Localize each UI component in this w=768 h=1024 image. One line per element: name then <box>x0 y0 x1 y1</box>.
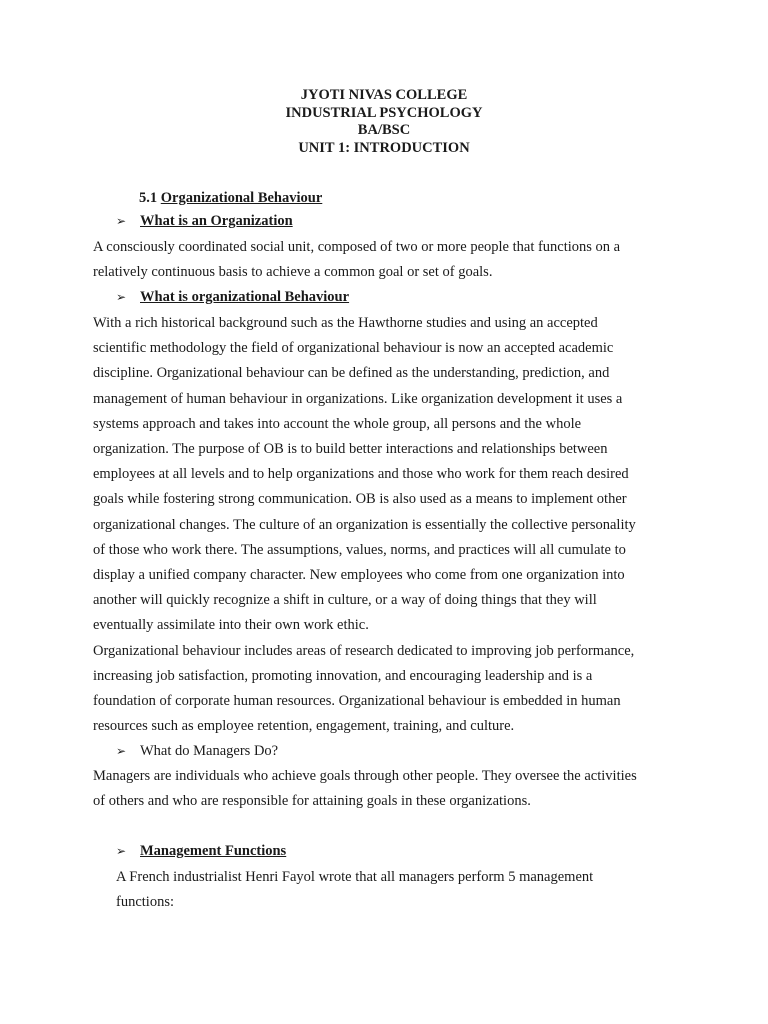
bullet-what-do-managers-do <box>116 741 278 761</box>
paragraph-line: eventually assimilate into their own work ethic. <box>93 617 369 634</box>
document-header <box>0 87 768 157</box>
paragraph-line: organization. The purpose of OB is to build better interactions and relationships between <box>93 441 608 458</box>
paragraph-line: resources such as employee retention, engagement, training, and culture. <box>93 718 515 735</box>
paragraph-org-definition <box>93 235 683 285</box>
section-number: 5.1 <box>139 190 158 206</box>
paragraph-line: relatively continuous basis to achieve a common goal or set of goals. <box>93 264 493 281</box>
bullet-label: What is an Organization <box>140 213 293 229</box>
paragraph-line: of those who work there. The assumptions, values, norms, and practices will all cumulate to <box>93 541 626 558</box>
paragraph-line: display a unified company character. New employees who come from one organization into <box>93 567 625 584</box>
paragraph-ob-definition <box>93 311 683 739</box>
paragraph-line: systems approach and takes into account the whole group, all persons and the whole <box>93 415 582 432</box>
bullet-management-functions <box>116 841 286 861</box>
paragraph-line: A French industrialist Henri Fayol wrote that all managers perform 5 management <box>116 869 594 885</box>
bullet-label: What is organizational Behaviour <box>140 289 350 305</box>
paragraph-line: goals while fostering strong communication. OB is also used as a means to implement other <box>93 491 627 508</box>
paragraph-line: of others and who are responsible for attaining goals in these organizations. <box>93 793 531 810</box>
arrow-bullet-icon: ➢ <box>116 214 127 228</box>
bullet-label: What do Managers Do? <box>140 743 279 759</box>
paragraph-line: employees at all levels and to help organizations and those who work for them reach desired <box>93 466 629 483</box>
paragraph-line: Organizational behaviour includes areas of research dedicated to improving job performance, <box>93 642 635 659</box>
paragraph-fayol <box>116 865 676 915</box>
section-heading <box>139 188 322 208</box>
paragraph-line: organizational changes. The culture of an organization is essentially the collective personality <box>93 516 636 533</box>
arrow-bullet-icon: ➢ <box>116 290 127 304</box>
bullet-what-is-ob <box>116 287 349 307</box>
unit-title: UNIT 1: INTRODUCTION <box>298 139 470 156</box>
college-name: JYOTI NIVAS COLLEGE <box>300 87 468 103</box>
arrow-bullet-icon: ➢ <box>116 744 127 758</box>
bullet-what-is-organization <box>116 211 293 231</box>
paragraph-line: functions: <box>116 894 174 911</box>
paragraph-managers <box>93 764 683 814</box>
paragraph-line: increasing job satisfaction, promoting innovation, and encouraging leadership and is a <box>93 667 593 684</box>
subject-name: INDUSTRIAL PSYCHOLOGY <box>285 104 483 121</box>
paragraph-line: Managers are individuals who achieve goals through other people. They oversee the activities <box>93 768 637 784</box>
paragraph-line: scientific methodology the field of organizational behaviour is now an accepted academic <box>93 340 614 357</box>
course-name: BA/BSC <box>357 122 411 138</box>
bullet-label: Management Functions <box>140 843 287 859</box>
paragraph-line: A consciously coordinated social unit, composed of two or more people that functions on a <box>93 239 621 255</box>
paragraph-line: With a rich historical background such as the Hawthorne studies and using an accepted <box>93 315 598 331</box>
paragraph-line: management of human behaviour in organizations. Like organization development it uses a <box>93 390 623 407</box>
paragraph-line: another will quickly recognize a shift in culture, or a way of doing things that they will <box>93 592 597 609</box>
paragraph-line: foundation of corporate human resources. Organizational behaviour is embedded in human <box>93 693 621 710</box>
paragraph-line: discipline. Organizational behaviour can be defined as the understanding, prediction, and <box>93 365 610 382</box>
section-title: Organizational Behaviour <box>160 190 323 206</box>
arrow-bullet-icon: ➢ <box>116 844 127 858</box>
